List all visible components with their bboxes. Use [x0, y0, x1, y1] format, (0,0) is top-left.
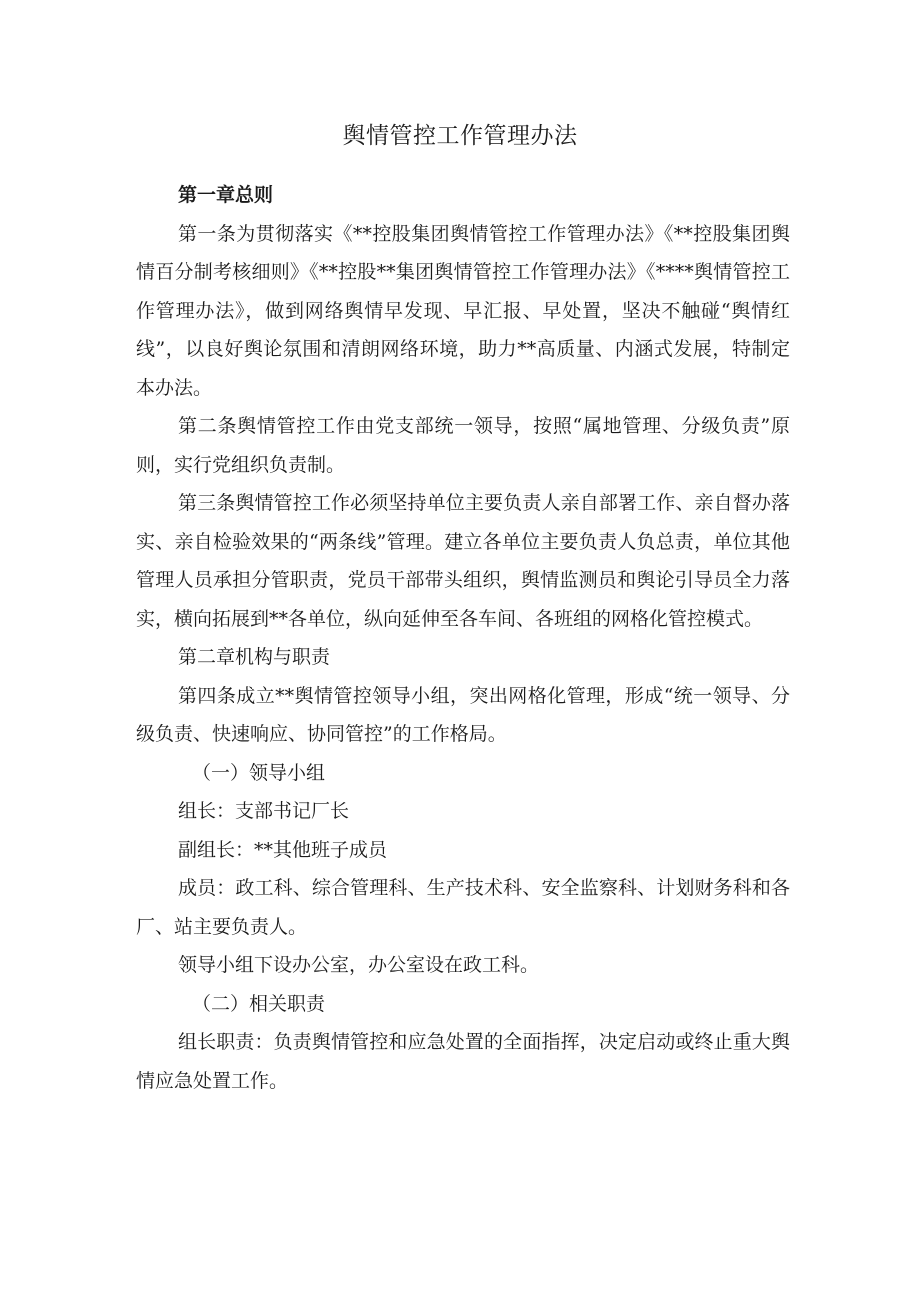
- group-leader-line: 组长：支部书记厂长: [178, 800, 350, 822]
- chapter-heading-general: 第一章总则: [178, 184, 274, 206]
- leader-duties-paragraph: 组长职责：负责舆情管控和应急处置的全面指挥，决定启动或终止重大舆情应急处置工作。: [136, 1031, 790, 1092]
- chapter-heading-organization: 第二章机构与职责: [178, 646, 331, 668]
- article-3-paragraph: 第三条舆情管控工作必须坚持单位主要负责人亲自部署工作、亲自督办落实、亲自检验效果的“两条线”管理。建立各单位主要负责人负总责，单位其他管理人员承担分管职责，党员干部带头组织，舆情监测员和舆论引导员全力落实，横向拓展到**各单位，纵向延伸至各车间、各班组的网格化管控模式。: [136, 492, 790, 630]
- office-line: 领导小组下设办公室，办公室设在政工科。: [178, 954, 540, 976]
- article-4-paragraph: 第四条成立**舆情管控领导小组，突出网格化管理，形成“统一领导、分级负责、快速响应、协同管控”的工作格局。: [136, 684, 790, 745]
- article-2-paragraph: 第二条舆情管控工作由党支部统一领导，按照“属地管理、分级负责”原则，实行党组织负责制。: [136, 415, 790, 476]
- members-line: 成员：政工科、综合管理科、生产技术科、安全监察科、计划财务科和各厂、站主要负责人。: [136, 877, 790, 938]
- deputy-leader-line: 副组长：**其他班子成员: [178, 838, 388, 861]
- document-body: [136, 176, 790, 1100]
- article-1-paragraph: 第一条为贯彻落实《**控股集团舆情管控工作管理办法》《**控股集团舆情百分制考核细则》《**控股**集团舆情管控工作管理办法》《****舆情管控工作管理办法》，做到网络舆情早发现、早汇报、早处置，坚决不触碰“舆情红线”，以良好舆论氛围和清朗网络环境，助力**高质量、内涵式发展，特制定本办法。: [136, 222, 790, 399]
- section-leading-group: （一）领导小组: [192, 761, 326, 784]
- document-title: 舆情管控工作管理办法: [342, 123, 578, 149]
- section-responsibilities: （二）相关职责: [192, 992, 326, 1015]
